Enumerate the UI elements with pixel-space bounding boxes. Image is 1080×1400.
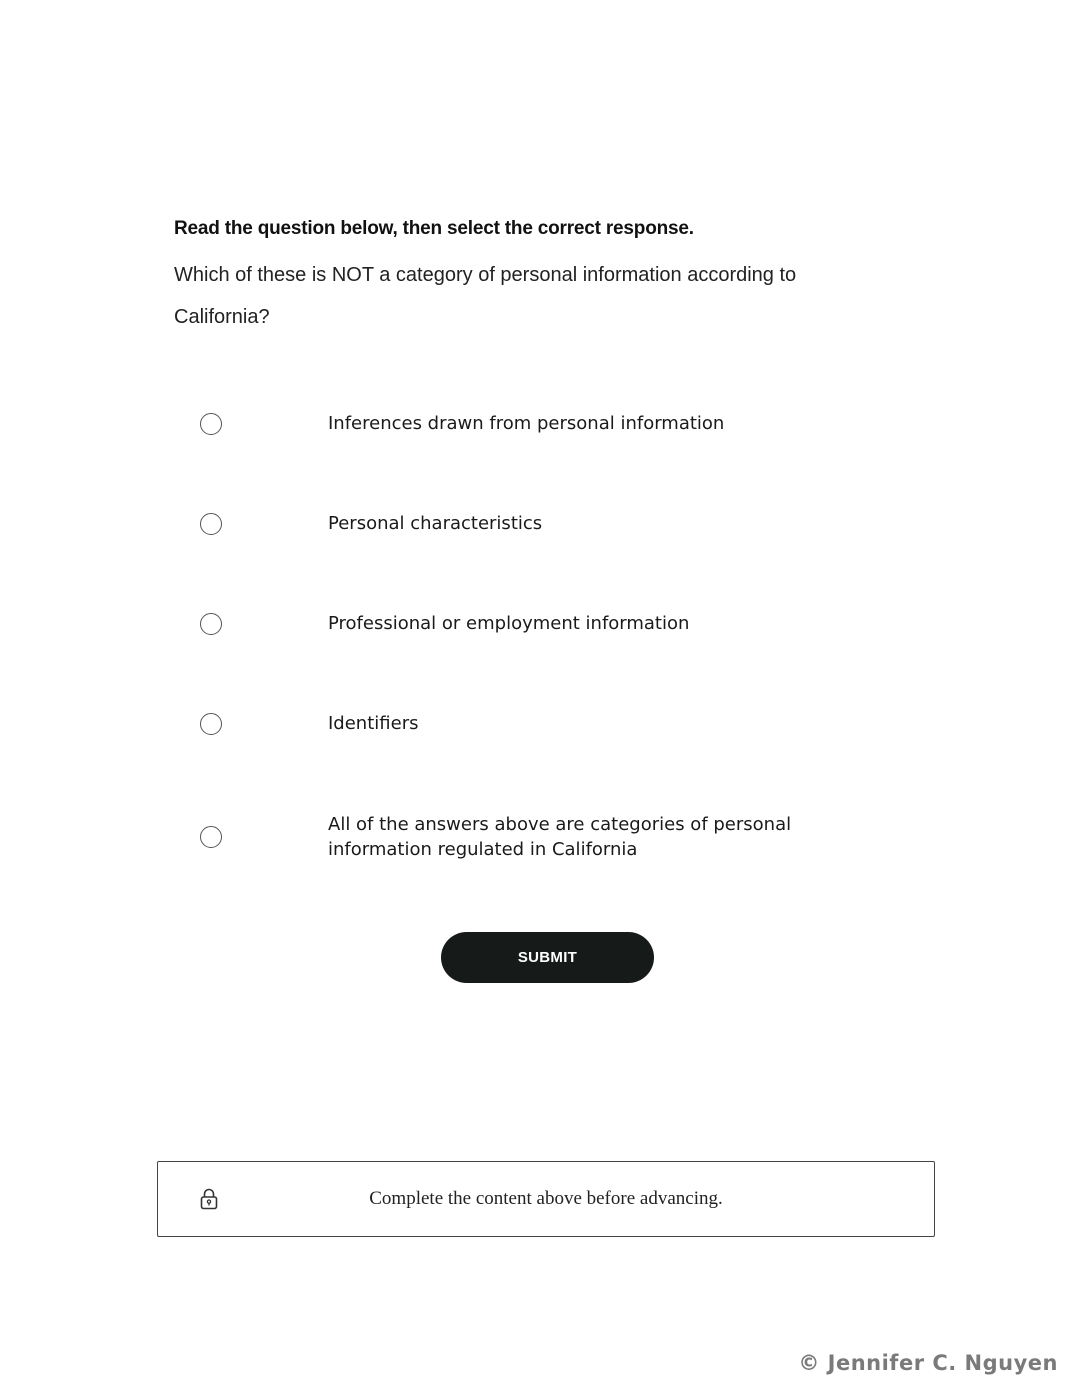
answer-option-4[interactable] xyxy=(200,711,840,736)
answer-label: Personal characteristics xyxy=(328,513,543,534)
answer-label: All of the answers above are categories of personal information regulated in California xyxy=(328,814,792,860)
radio-button[interactable] xyxy=(200,826,222,848)
answer-label: Inferences drawn from personal information xyxy=(328,413,725,434)
answer-option-1[interactable] xyxy=(200,411,840,436)
continue-lock-bar xyxy=(157,1161,935,1237)
instruction-text: Read the question below, then select the correct response. xyxy=(174,218,694,239)
radio-button[interactable] xyxy=(200,513,222,535)
answer-label: Identifiers xyxy=(328,713,419,734)
answer-label: Professional or employment information xyxy=(328,613,690,634)
copyright-watermark: © Jennifer C. Nguyen xyxy=(798,1351,1058,1375)
radio-button[interactable] xyxy=(200,413,222,435)
answer-option-5[interactable] xyxy=(200,812,840,862)
radio-button[interactable] xyxy=(200,613,222,635)
answer-option-3[interactable] xyxy=(200,611,840,636)
submit-button[interactable]: SUBMIT xyxy=(441,932,654,983)
radio-button[interactable] xyxy=(200,713,222,735)
lock-message: Complete the content above before advancing. xyxy=(369,1188,723,1209)
answer-option-2[interactable] xyxy=(200,511,840,536)
question-text: Which of these is NOT a category of personal information according to California? xyxy=(174,264,797,328)
